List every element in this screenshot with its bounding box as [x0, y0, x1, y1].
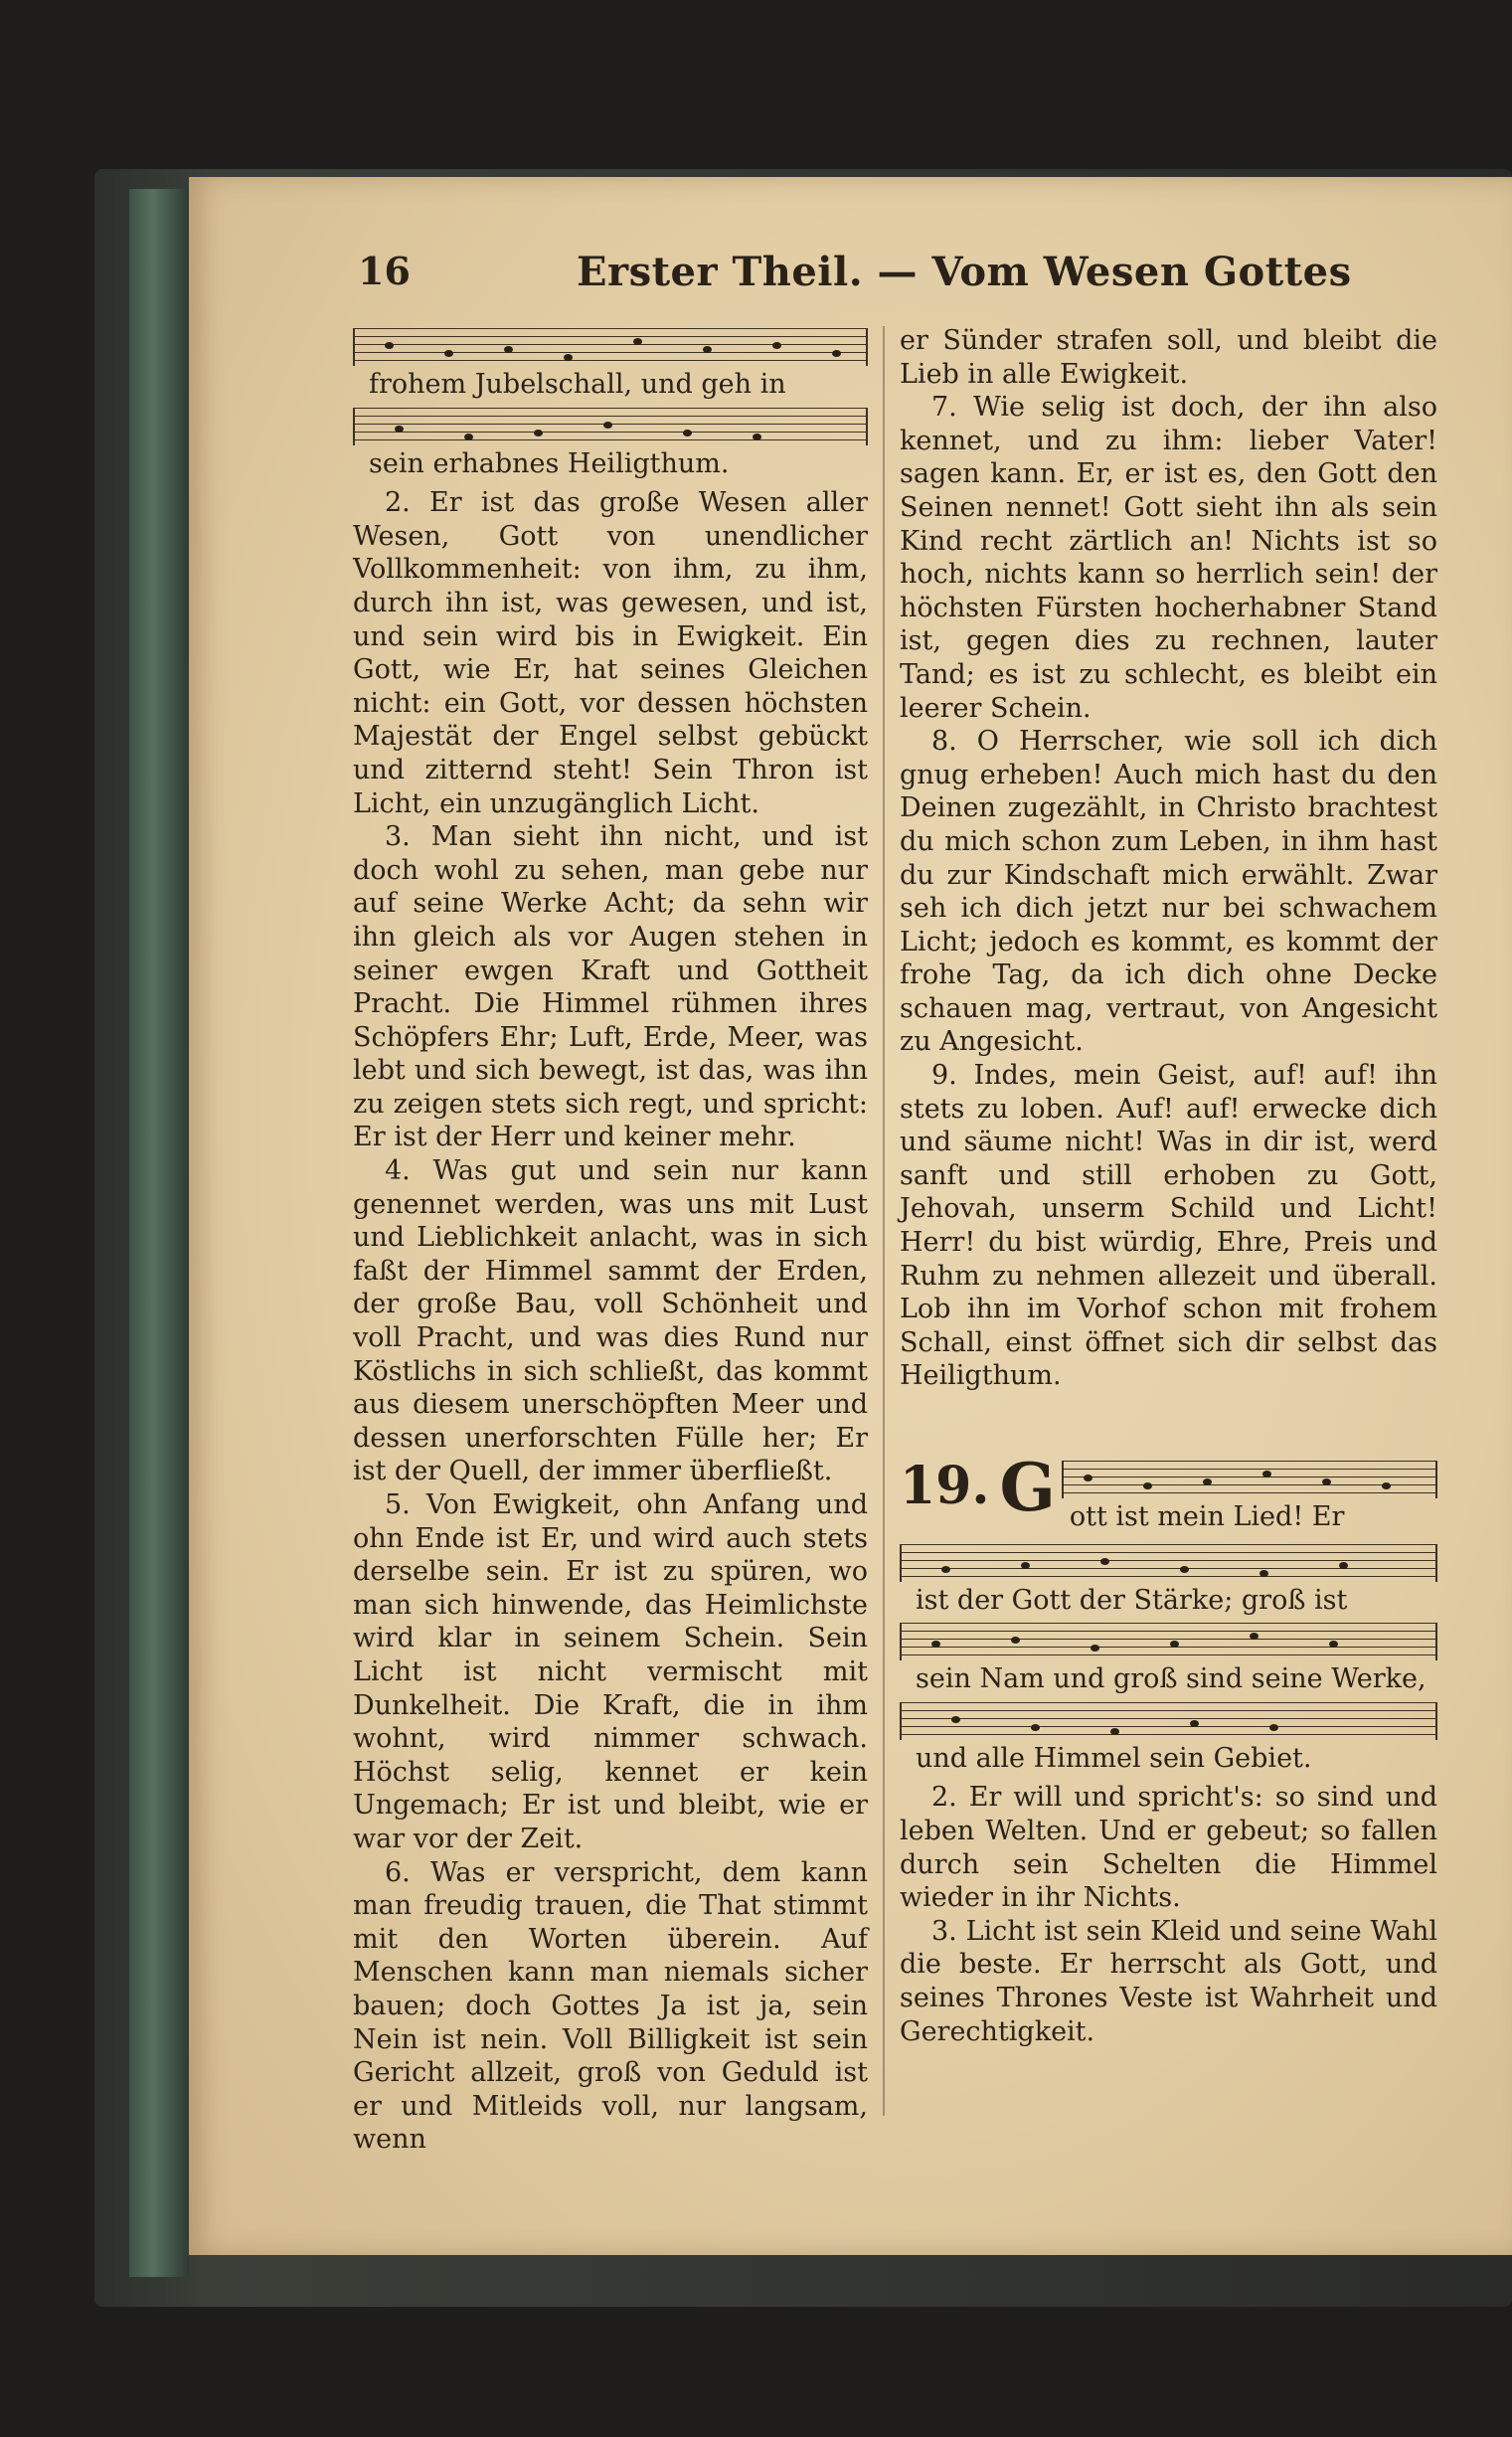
verse-paragraph: 4. Was gut und sein nur kann genennet werden, was uns mit Lust und Lieblichkeit anlacht, was in sich faßt der Himmel sammt der Erden, der große Bau, voll Schönheit und voll Pracht, und was dies Rund nur Köstlichs in sich schließt, das kommt aus diesem unerschöpften Meer und dessen unerforschten Fülle her; Er ist der Quell, der immer überfließt. [353, 1155, 868, 1487]
music-lyric: und alle Himmel sein Gebiet. [916, 1742, 1312, 1774]
verse-paragraph: 5. Von Ewigkeit, ohn Anfang und ohn Ende ist Er, und wird auch stets derselbe sein. Er ist zu spüren, wo man sich hinwende, das Heimlichste wird klar in seinem Schein. Sein Licht ist nicht vermischt mit Dunkelheit. Die Kraft, die in ihm wohnt, wird nimmer schwach. Höchst selig, kennet er kein Ungemach; Er ist und bleibt, wie er war vor der Zeit. [353, 1489, 868, 1854]
book-spine [129, 189, 189, 2277]
hymnal-page [189, 177, 1512, 2255]
music-lyric: ott ist mein Lied! Er [1069, 1501, 1345, 1532]
column-divider [883, 326, 885, 2116]
left-column [353, 324, 868, 2157]
music-lyric: frohem Jubelschall, und geh in [369, 369, 786, 400]
right-column [900, 324, 1437, 2048]
verse-paragraph: 9. Indes, mein Geist, auf! auf! ihn stets zu loben. Auf! auf! erwecke dich und säume nicht! Was in dir ist, werd sanft und still erhoben zu Gott, Jehovah, unserm Schild und Licht! Herr! du bist würdig, Ehre, Preis und Ruhm zu nehmen allezeit und überall. Lob ihn im Vorhof schon mit frohem Schall, einst öffnet sich dir selbst das Heiligthum. [900, 1060, 1437, 1392]
verse-paragraph: 2. Er will und spricht's: so sind und leben Welten. Und er gebeut; so fallen durch sein Schelten die Himmel wieder in ihr Nichts. [900, 1782, 1437, 1914]
verse-paragraph: 8. O Herrscher, wie soll ich dich gnug erheben! Auch mich hast du den Deinen zugezählt, in Christo brachtest du mich schon zum Leben, in ihm hast du zur Kindschaft mich erwählt. Zwar seh ich dich jetzt nur bei schwachem Licht; jedoch es kommt, es kommt der frohe Tag, da ich dich ohne Decke schauen mag, vertraut, von Angesicht zu Angesicht. [900, 726, 1437, 1058]
verse-paragraph: 2. Er ist das große Wesen aller Wesen, Gott von unendlicher Vollkommenheit: von ihm, zu ihm, durch ihn ist, was gewesen, und ist, und sein wird bis in Ewigkeit. Ein Gott, wie Er, hat seines Gleichen nicht: ein Gott, vor dessen höchsten Majestät der Engel selbst gebückt und zitternd steht! Sein Thron ist Licht, ein unzugänglich Licht. [353, 487, 868, 819]
song-heading [900, 1449, 1437, 1540]
verse-paragraph: 3. Licht ist sein Kleid und seine Wahl die beste. Er herrscht als Gott, und seines Thrones Veste ist Wahrheit und Gerechtigkeit. [900, 1915, 1437, 2047]
verse-paragraph: 3. Man sieht ihn nicht, und ist doch wohl zu sehen, man gebe nur auf seine Werke Acht; da sehn wir ihn gleich als vor Augen stehen in seiner ewgen Kraft und Gottheit Pracht. Die Himmel rühmen ihres Schöpfers Ehr; Luft, Erde, Meer, was lebt und sich bewegt, ist das, was ihn zu zeigen stets sich regt, und spricht: Er ist der Herr und keiner mehr. [353, 821, 868, 1153]
song-music [1062, 1455, 1437, 1540]
verse-paragraph: er Sünder strafen soll, und bleibt die Lieb in alle Ewigkeit. [900, 325, 1437, 390]
music-staff [1062, 1461, 1437, 1498]
music-staff [353, 408, 868, 445]
verse-paragraph: 7. Wie selig ist doch, der ihn also kennet, und zu ihm: lieber Vater! sagen kann. Er, er ist es, den Gott den Seinen nennet! Gott sieht ihn als sein Kind recht zärtlich an! Nichts ist so hoch, nichts kann so herrlich sein! der höchsten Fürsten hocherhabner Stand ist, gegen dies zu rechnen, lauter Tand; es ist zu schlecht, es bleibt ein leerer Schein. [900, 392, 1437, 724]
music-staff [900, 1544, 1437, 1582]
music-lyric: ist der Gott der Stärke; groß ist [916, 1584, 1348, 1616]
music-staff [900, 1702, 1437, 1740]
music-lyric: sein Nam und groß sind seine Werke, [916, 1663, 1427, 1695]
music-staff [900, 1623, 1437, 1660]
music-staff [353, 328, 868, 366]
verse-paragraph: 6. Was er verspricht, dem kann man freudig trauen, die That stimmt mit den Worten überein. Auf Menschen kann man niemals sicher bauen; doch Gottes Ja ist ja, sein Nein ist nein. Voll Billigkeit ist sein Gericht allzeit, groß von Geduld ist er und Mitleids voll, nur langsam, wenn [353, 1856, 868, 2156]
running-head: Erster Theil. — Vom Wesen Gottes [577, 249, 1352, 295]
drop-initial: G [999, 1449, 1056, 1526]
song-number: 19. [900, 1456, 990, 1516]
page-number: 16 [358, 249, 411, 293]
music-lyric: sein erhabnes Heiligthum. [369, 447, 730, 479]
